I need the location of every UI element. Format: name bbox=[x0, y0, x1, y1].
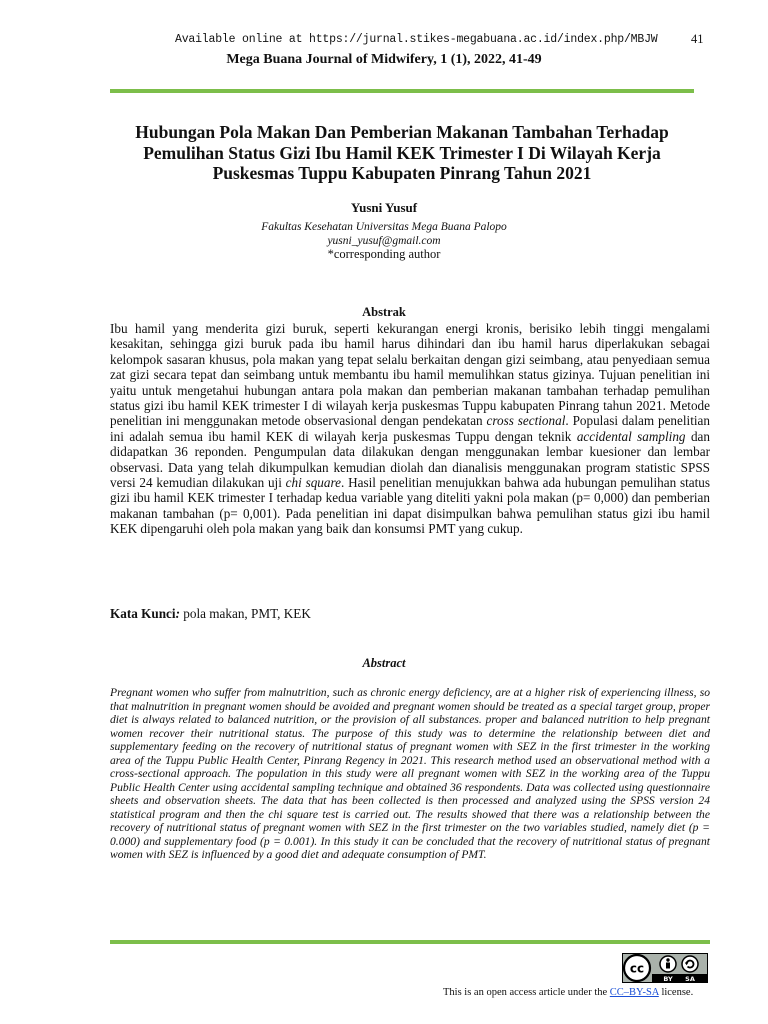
abstrak-body bbox=[110, 321, 710, 537]
author-name: Yusni Yusuf bbox=[350, 200, 418, 215]
cc-by-sa-badge[interactable] bbox=[622, 953, 708, 983]
abstrak-text-2: . Populasi dalam penelitian ini adalah semua ibu hamil KEK di wilayah kerja puskesmas Tuppu dengan teknik bbox=[110, 413, 710, 444]
license-footer bbox=[443, 987, 693, 998]
abstrak-text-1: Ibu hamil yang menderita gizi buruk, seperti kekurangan energi kronis, berisiko lebih tinggi mengalami kesakitan, sehingga gizi buruk pada ibu hamil harus dihindari dan ibu hamil harus diperlakukan sebagai kelompok sasaran khusus, pola makan yang tepat selalu berkaitan dengan gizi seimbang, atau penyediaan semua zat gizi secara tepat dan seimbang untuk membantu ibu hamil memulihkan status gizinya. Tujuan penelitian ini yaitu untuk mengetahui hubungan antara pola makan dan pemberian makanan tambahan terhadap pemulihan status gizi ibu hamil KEK trimester I di wilayah kerja puskesmas Tuppu kabupaten Pinrang tahun 2021. Metode penelitian ini menggunakan metode observasional dengan pendekatan bbox=[110, 321, 710, 429]
keywords-value: pola makan, PMT, KEK bbox=[179, 606, 311, 621]
by-label: BY bbox=[663, 975, 673, 983]
keywords-colon: : bbox=[175, 606, 180, 621]
author-email: yusni_yusuf@gmail.com bbox=[327, 235, 441, 247]
page-number: 41 bbox=[691, 32, 704, 46]
cc-text: cc bbox=[629, 961, 645, 976]
keywords-line bbox=[110, 606, 311, 622]
abstract-body: Pregnant women who suffer from malnutrition, such as chronic energy deficiency, are at a higher risk of experiencing illness, so that malnutrition in pregnant women should be avoided and pregnant women should be treated as a special target group, proper diet is always related to balanced nutrition, or the provision of all substances. proper and balanced nutrition to help pregnant women recover their nutritional status. The purpose of this study was to determine the relationship between diet and supplementary feeding on the recovery of nutritional status of pregnant women with SEZ in the first trimester in the working area of the Tuppu Public Health Center, Pinrang Regency in 2021. This research method used an observational method with a cross-sectional approach. The population in this study were all pregnant women with SEZ in the working area of the Tuppu Public Health Center using accidental sampling technique and obtained 36 respondents. Data was collected using questionnaire sheets and observation sheets. The data that has been collected is then processed and analyzed using the SPSS version 24 statistical program and then the chi square test is carried out. The results showed that there was a relationship between the recovery of nutritional status of pregnant women with SEZ in the first trimester on the two variables studied, namely diet (p = 0.000) and supplementary food (p = 0.001). In this study it can be concluded that the recovery of nutritional status of pregnant women with SEZ is influenced by a good diet and adequate consumption of PMT. bbox=[110, 686, 710, 861]
abstrak-text-3: dan didapatkan 36 reponden. Pengumpulan data dilakukan dengan menggunakan lembar kuesioner dan lembar observasi. Data yang telah dikumpulkan kemudian diolah dan dianalisis menggunakan program statistic SPSS versi 24 kemudian dilakukan uji bbox=[110, 428, 710, 491]
affiliation-block bbox=[0, 220, 768, 248]
article-title: Hubungan Pola Makan Dan Pemberian Makanan Tambahan Terhadap Pemulihan Status Gizi Ibu Hamil KEK Trimester I Di Wilayah Kerja Puskesmas Tuppu Kabupaten Pinrang Tahun 2021 bbox=[135, 122, 669, 183]
affiliation: Fakultas Kesehatan Universitas Mega Buana Palopo bbox=[261, 221, 507, 233]
abstract-heading: Abstract bbox=[362, 656, 406, 670]
abstrak-text-4: . Hasil penelitian menujukkan bahwa ada hubungan pemulihan status gizi ibu hamil KEK trimester I terhadap kedua variable yang diteliti yakni pola makan (p= 0,000) dan pemberian makanan tambahan (p= 0,001). Pada penelitian ini dapat disimpulkan bahwa pemulihan status gizi ibu hamil KEK dipengaruhi oleh pola makan yang baik dan konsumsi PMT yang cukup. bbox=[110, 475, 710, 537]
abstrak-heading: Abstrak bbox=[362, 305, 406, 319]
footer-divider bbox=[110, 940, 710, 944]
corresponding-note: *corresponding author bbox=[327, 247, 441, 261]
license-prefix: This is an open access article under the bbox=[443, 987, 610, 998]
abstrak-term-chi-square: chi square bbox=[285, 475, 341, 491]
journal-citation: Mega Buana Journal of Midwifery, 1 (1), 2022, 41-49 bbox=[226, 52, 542, 67]
abstrak-term-accidental-sampling: accidental sampling bbox=[576, 428, 686, 444]
abstrak-term-cross-sectional: cross sectional bbox=[486, 413, 566, 429]
sa-label: SA bbox=[685, 975, 695, 983]
share-alike-icon bbox=[682, 956, 698, 972]
license-link[interactable]: CC–BY-SA bbox=[609, 987, 659, 998]
availability-line: Available online at https://jurnal.stikes-megabuana.ac.id/index.php/MBJW bbox=[175, 33, 658, 46]
keywords-label: Kata Kunci bbox=[110, 606, 176, 621]
cc-badge-graphic bbox=[622, 953, 708, 983]
header-divider bbox=[110, 89, 694, 93]
license-suffix: license. bbox=[658, 987, 694, 998]
